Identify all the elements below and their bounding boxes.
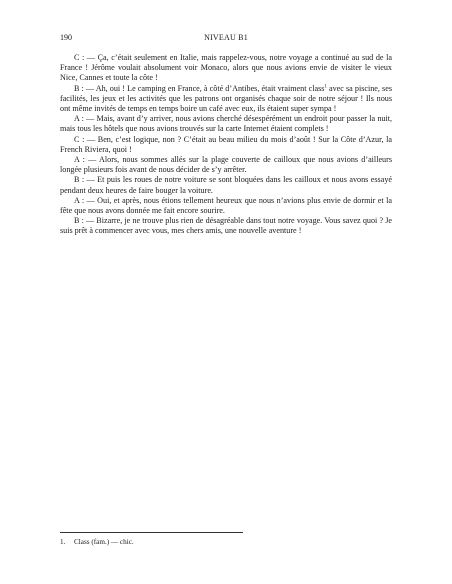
page-number: 190 xyxy=(60,33,72,42)
paragraph xyxy=(60,216,392,236)
dialogue-text xyxy=(60,53,392,237)
footnote xyxy=(60,538,392,547)
paragraph-text: B : — Ah, oui ! Le camping en France, à côté d’Antibes, était vraiment class xyxy=(74,83,325,93)
paragraph-text: B : — Bizarre, je ne trouve plus rien de désagréable dans tout notre voyage. Vous savez quoi ? Je suis prêt à commencer avec vous, mes chers amis, une nouvelle aventure ! xyxy=(60,216,392,236)
paragraph-text: C : — Ben, c’est logique, non ? C’était au beau milieu du mois d’août ! Sur la Côte d’Azur, la French Riviera, quoi ! xyxy=(60,134,392,154)
paragraph xyxy=(60,155,392,175)
paragraph-text: B : — Et puis les roues de notre voiture se sont bloquées dans les cailloux et nous avons essayé pendant deux heures de faire bouger la voiture. xyxy=(60,175,392,195)
paragraph-text: C : — Ça, c’était seulement en Italie, mais rappelez-vous, notre voyage a continué au sud de la France ! Jérôme voulait absolument voir Monaco, alors que nous avions envie de visiter le vieux Nice, Cannes et toute la côte ! xyxy=(60,53,392,83)
paragraph xyxy=(60,53,392,84)
paragraph xyxy=(60,175,392,195)
footnote-divider xyxy=(60,532,243,533)
page-header xyxy=(60,33,392,45)
running-head: NIVEAU B1 xyxy=(204,33,248,42)
paragraph xyxy=(60,196,392,216)
paragraph xyxy=(60,114,392,134)
footnote-text: Class (fam.) — chic. xyxy=(74,538,134,546)
paragraph xyxy=(60,84,392,115)
paragraph-text: A : — Oui, et après, nous étions tellement heureux que nous n’avions plus envie de dormir et la fête que nous avons donnée me fait encore sourire. xyxy=(60,195,392,216)
paragraph-text: A : — Alors, nous sommes allés sur la plage couverte de cailloux que nous avions d’ailleurs longée plusieurs fois avant de nous décider de s’y arrêter. xyxy=(60,155,392,175)
paragraph-text: A : — Mais, avant d’y arriver, nous avions cherché désespérément un endroit pour passer la nuit, mais tous les hôtels que nous avions trouvés sur la carte Internet étaient complets ! xyxy=(60,114,392,134)
footnote-number: 1. xyxy=(60,538,66,546)
paragraph-text: avec sa piscine, ses facilités, les jeux et les activités que les patrons ont organisés chaque soir de notre séjour ! Ils nous ont même invités de temps en temps boire un café avec eux, ils étaient super sympa ! xyxy=(60,83,392,114)
footnote-reference: 1 xyxy=(324,83,327,89)
paragraph xyxy=(60,135,392,155)
